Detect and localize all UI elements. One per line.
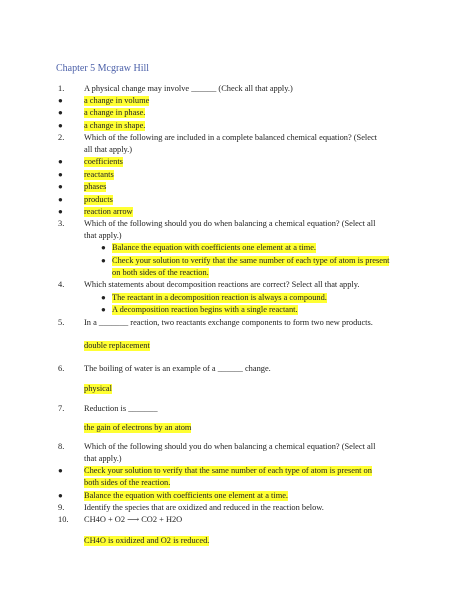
answer-highlight: A decomposition reaction begins with a single reactant.: [112, 305, 298, 314]
question-text: that apply.): [84, 231, 122, 240]
question-number: 1.: [58, 84, 65, 93]
question-text: In a _______ reaction, two reactants exchange components to form two new products.: [84, 318, 373, 327]
bullet: ●: [58, 195, 63, 204]
bullet: ●: [58, 157, 63, 166]
question-text: Which of the following should you do when balancing a chemical equation? (Select all: [84, 442, 376, 451]
question-text: Identify the species that are oxidized and reduced in the reaction below.: [84, 503, 324, 512]
question-number: 7.: [58, 404, 65, 413]
question-number: 9.: [58, 503, 65, 512]
answer-highlight: products: [84, 195, 113, 204]
question-text: Reduction is _______: [84, 404, 158, 413]
bullet: ●: [58, 96, 63, 105]
question-text: Which statements about decomposition reactions are correct? Select all that apply.: [84, 280, 360, 289]
bullet: ●: [58, 121, 63, 130]
bullet: ●: [101, 243, 106, 252]
answer-highlight: double replacement: [84, 341, 150, 350]
bullet: ●: [58, 466, 63, 475]
answer-highlight: Balance the equation with coefficients one element at a time.: [84, 491, 289, 500]
question-number: 6.: [58, 364, 65, 373]
answer-highlight: reactants: [84, 170, 114, 179]
question-number: 4.: [58, 280, 65, 289]
answer-highlight: Balance the equation with coefficients one element at a time.: [112, 243, 317, 252]
question-number: 3.: [58, 219, 65, 228]
answer-highlight: phases: [84, 182, 107, 191]
answer-highlight: reaction arrow: [84, 207, 133, 216]
answer-highlight: a change in volume: [84, 96, 150, 105]
bullet: ●: [58, 182, 63, 191]
bullet: ●: [58, 170, 63, 179]
question-text: all that apply.): [84, 145, 133, 154]
answer-highlight: both sides of the reaction.: [84, 478, 171, 487]
question-number: 10.: [58, 515, 69, 524]
question-text: The boiling of water is an example of a ______ change.: [84, 364, 271, 373]
answer-highlight: a change in phase.: [84, 108, 146, 117]
answer-highlight: on both sides of the reaction.: [112, 268, 209, 277]
question-number: 5.: [58, 318, 65, 327]
answer-highlight: physical: [84, 384, 112, 393]
bullet: ●: [101, 256, 106, 265]
bullet: ●: [58, 108, 63, 117]
question-text: CH4O + O2 ⟶ CO2 + H2O: [84, 515, 183, 524]
bullet: ●: [58, 491, 63, 500]
answer-highlight: CH4O is oxidized and O2 is reduced.: [84, 536, 210, 545]
question-number: 2.: [58, 133, 65, 142]
question-text: that apply.): [84, 454, 122, 463]
answer-highlight: Check your solution to verify that the same number of each type of atom is present: [112, 256, 390, 265]
question-number: 8.: [58, 442, 65, 451]
question-text: A physical change may involve ______ (Check all that apply.): [84, 84, 293, 93]
answer-highlight: the gain of electrons by an atom: [84, 423, 192, 432]
question-text: Which of the following are included in a complete balanced chemical equation? (Select: [84, 133, 378, 142]
page-title: Chapter 5 Mcgraw Hill: [56, 63, 150, 74]
bullet: ●: [58, 207, 63, 216]
bullet: ●: [101, 305, 106, 314]
answer-highlight: coefficients: [84, 157, 123, 166]
question-text: Which of the following should you do when balancing a chemical equation? (Select all: [84, 219, 376, 228]
bullet: ●: [101, 293, 106, 302]
answer-highlight: The reactant in a decomposition reaction is always a compound.: [112, 293, 327, 302]
answer-highlight: Check your solution to verify that the same number of each type of atom is present on: [84, 466, 372, 475]
answer-highlight: a change in shape.: [84, 121, 146, 130]
